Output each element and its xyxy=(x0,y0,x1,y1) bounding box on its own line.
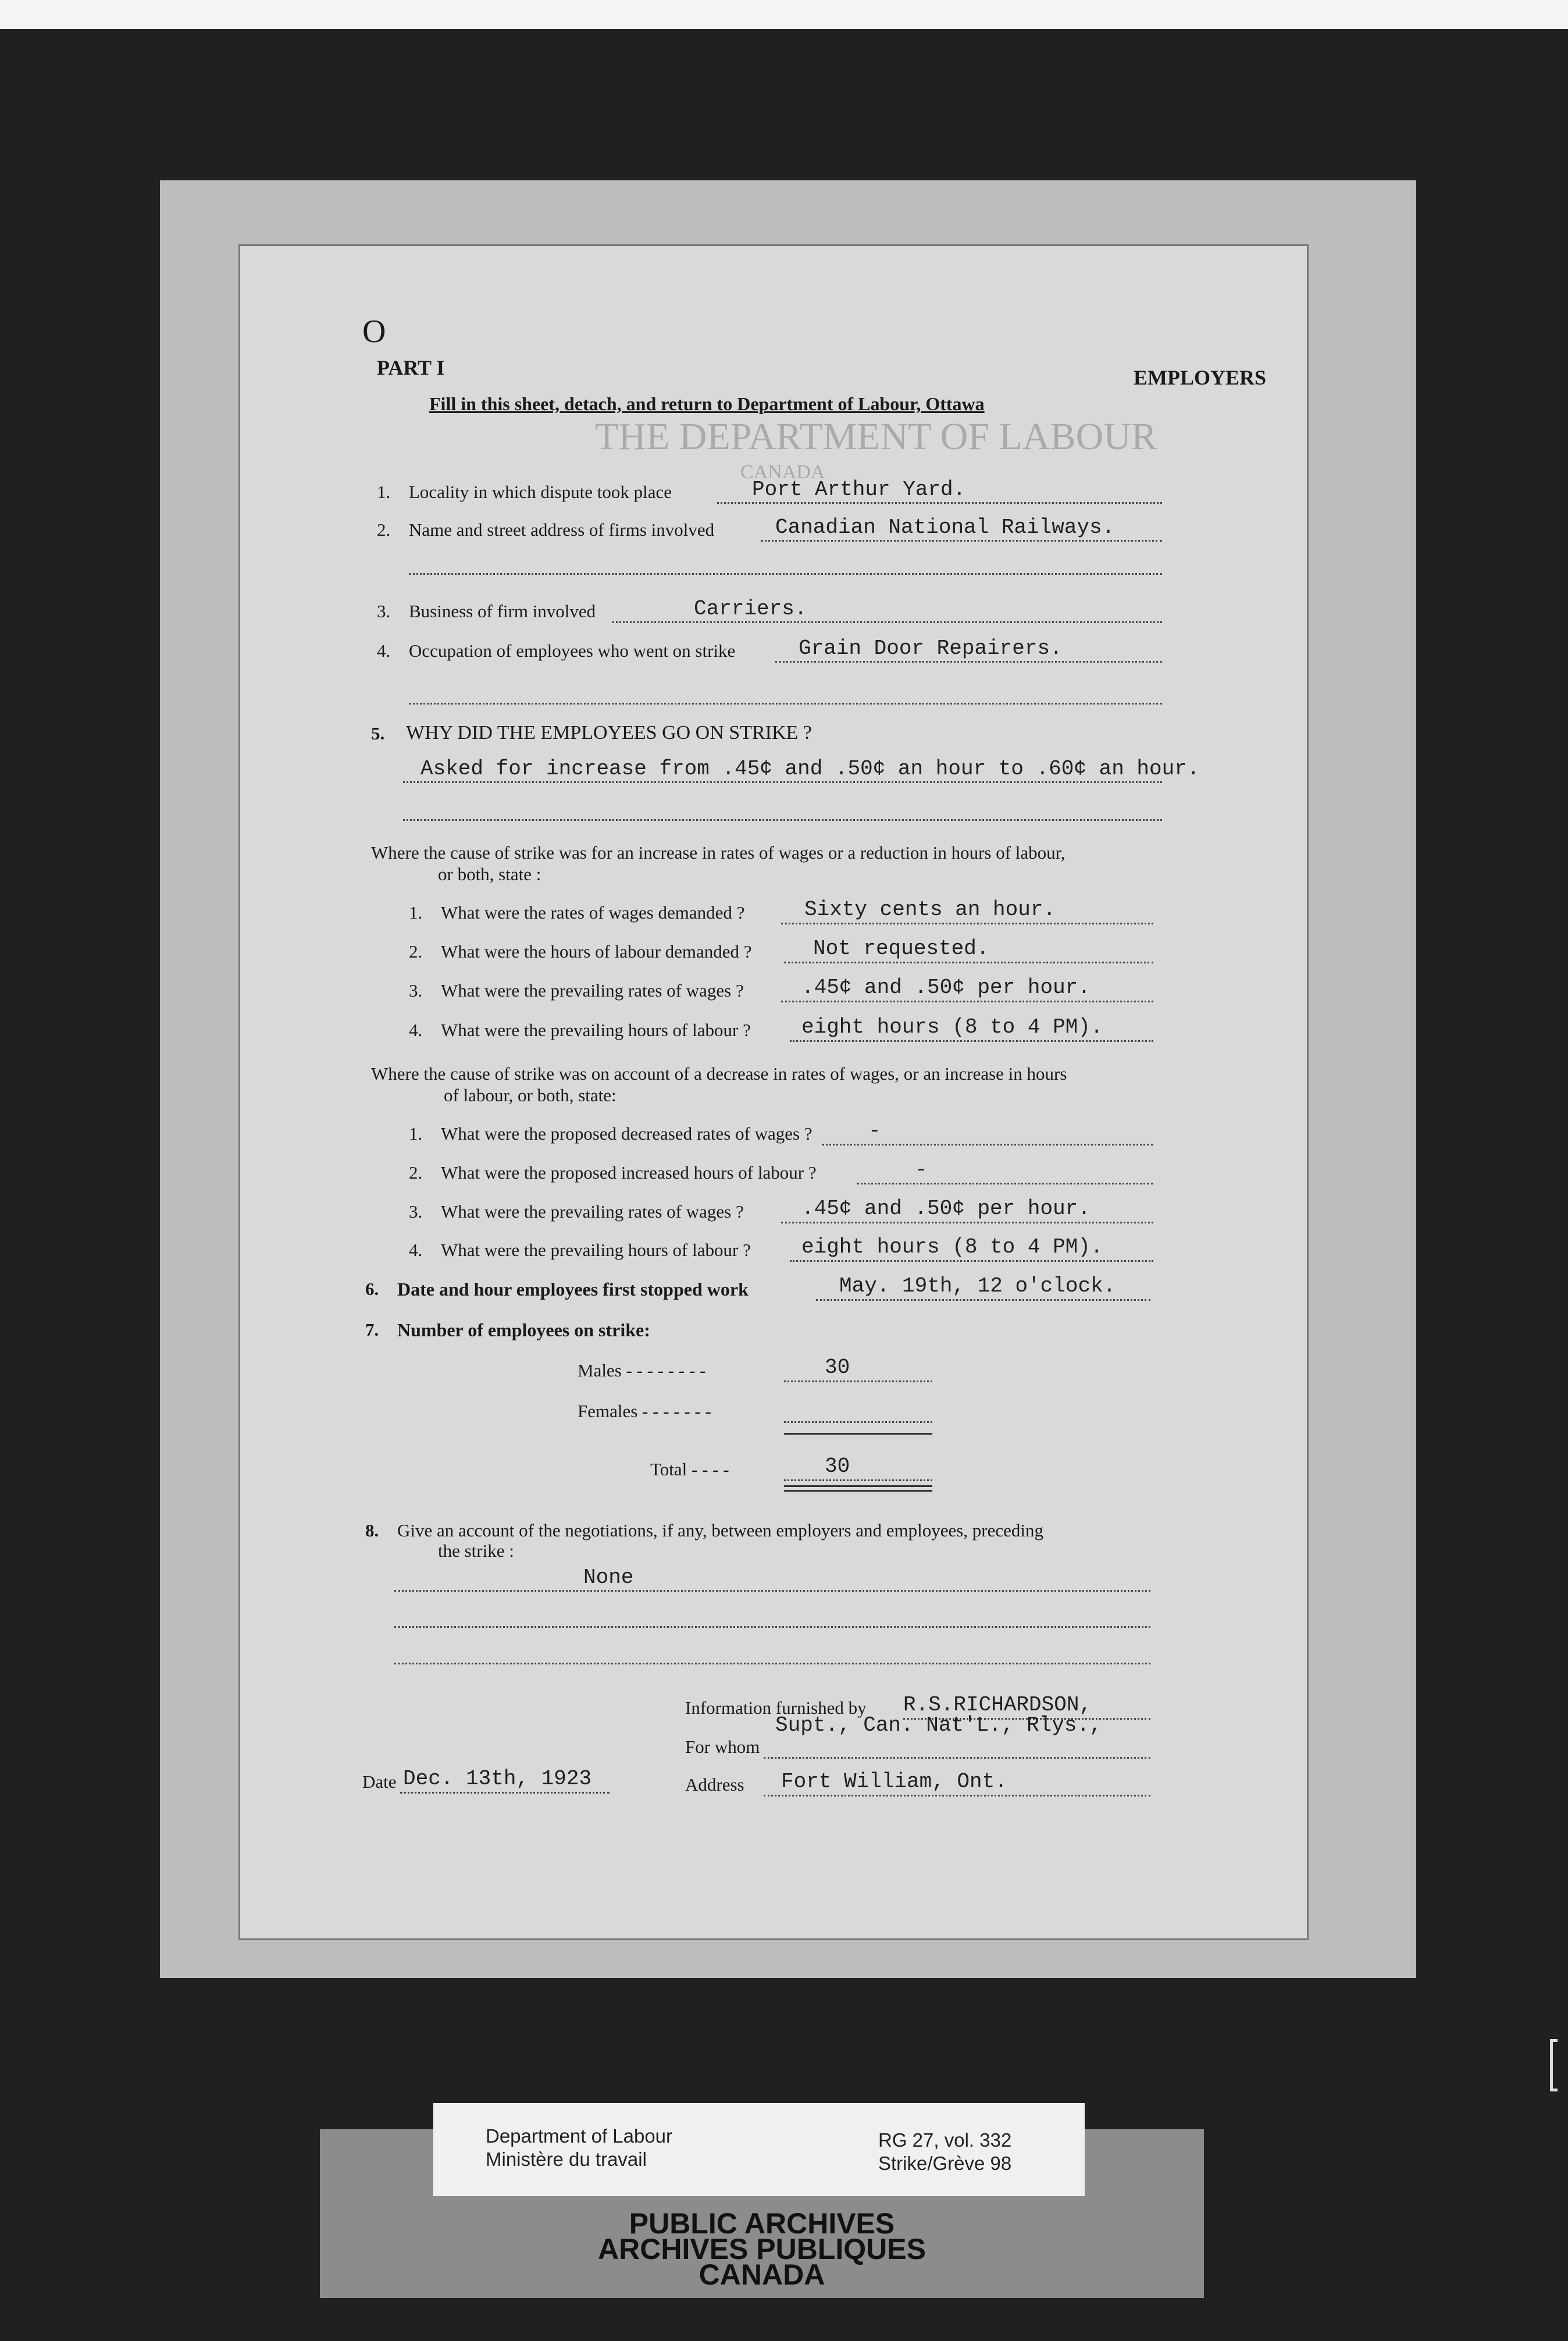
decrease-intro-line1: Where the cause of strike was on account of a decrease in rates of wages, or an increase in hours xyxy=(371,1063,1067,1084)
q4-answer-line-2 xyxy=(409,703,1162,705)
top-margin-band xyxy=(0,0,1568,29)
increase-item-1-line xyxy=(781,923,1153,924)
strike-report-form xyxy=(238,244,1309,1940)
q7-number: 7. xyxy=(365,1319,379,1340)
total-count[interactable]: 30 xyxy=(825,1454,850,1478)
q8-answer-line-1 xyxy=(394,1590,1150,1592)
ref-volume: RG 27, vol. 332 xyxy=(878,2129,1012,2151)
females-line xyxy=(784,1421,932,1423)
decrease-intro-line2: of labour, or both, state: xyxy=(444,1085,616,1105)
increase-item-3-number: 3. xyxy=(409,980,423,1001)
q7-label: Number of employees on strike: xyxy=(397,1319,650,1340)
decrease-item-4-answer[interactable]: eight hours (8 to 4 PM). xyxy=(801,1235,1103,1259)
q1-label: Locality in which dispute took place xyxy=(409,482,672,502)
decrease-item-4-number: 4. xyxy=(409,1240,423,1260)
increase-item-4-answer[interactable]: eight hours (8 to 4 PM). xyxy=(801,1015,1103,1039)
instruction-line: Fill in this sheet, detach, and return to Department of Labour, Ottawa xyxy=(429,393,985,414)
increase-item-2-label: What were the hours of labour demanded ? xyxy=(441,941,752,962)
q8-answer-line-2 xyxy=(394,1626,1150,1628)
females-label: Females - - - - - - - xyxy=(578,1401,711,1421)
decrease-item-4-line xyxy=(790,1260,1153,1262)
q3-label: Business of firm involved xyxy=(409,601,596,621)
address-line xyxy=(764,1795,1150,1796)
decrease-item-1-number: 1. xyxy=(409,1123,423,1144)
increase-item-1-number: 1. xyxy=(409,902,423,923)
furnished-by-value[interactable]: R.S.RICHARDSON, xyxy=(903,1693,1092,1717)
q2-answer-line xyxy=(761,540,1162,542)
decrease-item-1-line xyxy=(822,1144,1153,1145)
total-line xyxy=(784,1479,932,1481)
q1-number: 1. xyxy=(377,482,391,502)
q3-number: 3. xyxy=(377,601,391,621)
q6-answer[interactable]: May. 19th, 12 o'clock. xyxy=(839,1274,1116,1298)
q8-label-line1: Give an account of the negotiations, if any, between employers and employees, preceding xyxy=(397,1520,1044,1540)
part-heading: PART I xyxy=(377,356,445,379)
ref-strike: Strike/Grève 98 xyxy=(878,2153,1012,2174)
increase-intro-line2: or both, state : xyxy=(438,864,541,884)
decrease-item-3-label: What were the prevailing rates of wages ? xyxy=(441,1201,744,1222)
bleed-through-subtitle: CANADA xyxy=(740,461,825,483)
males-label: Males - - - - - - - - xyxy=(578,1360,706,1381)
q2-number: 2. xyxy=(377,520,391,540)
date-value[interactable]: Dec. 13th, 1923 xyxy=(403,1767,592,1791)
furnished-by-label: Information furnished by xyxy=(685,1698,867,1718)
males-line xyxy=(784,1381,932,1382)
q8-answer[interactable]: None xyxy=(583,1566,634,1589)
for-whom-label: For whom xyxy=(685,1737,760,1757)
increase-item-1-label: What were the rates of wages demanded ? xyxy=(441,902,745,923)
decrease-item-4-label: What were the prevailing hours of labour ? xyxy=(441,1240,751,1260)
q6-answer-line xyxy=(816,1299,1150,1301)
stamp-line-3: CANADA xyxy=(699,2258,825,2291)
edge-bracket-mark xyxy=(1550,2039,1558,2091)
category-heading: EMPLOYERS xyxy=(1133,366,1266,389)
total-double-rule-1 xyxy=(784,1485,932,1487)
increase-item-2-answer[interactable]: Not requested. xyxy=(813,937,989,960)
subtotal-rule xyxy=(784,1433,932,1435)
address-label: Address xyxy=(685,1774,744,1795)
decrease-item-2-line xyxy=(857,1183,1153,1184)
increase-item-3-line xyxy=(781,1001,1153,1002)
increase-item-2-number: 2. xyxy=(409,941,423,962)
q5-answer-line-2 xyxy=(403,819,1162,821)
furnisher-title[interactable]: Supt., Can. Nat'L., Rlys., xyxy=(775,1713,1102,1737)
date-label: Date xyxy=(362,1771,397,1792)
increase-item-4-number: 4. xyxy=(409,1020,423,1040)
increase-item-4-label: What were the prevailing hours of labour ? xyxy=(441,1020,751,1040)
q5-label: WHY DID THE EMPLOYEES GO ON STRIKE ? xyxy=(406,722,812,743)
q3-answer-line xyxy=(612,621,1162,623)
q4-number: 4. xyxy=(377,641,391,661)
decrease-item-1-label: What were the proposed decreased rates of wages ? xyxy=(441,1123,812,1144)
q2-answer[interactable]: Canadian National Railways. xyxy=(775,515,1115,539)
increase-item-3-label: What were the prevailing rates of wages ? xyxy=(441,980,744,1001)
archive-stamp xyxy=(320,2207,1204,2291)
dept-english: Department of Labour xyxy=(486,2125,673,2147)
decrease-item-3-answer[interactable]: .45¢ and .50¢ per hour. xyxy=(801,1197,1091,1221)
decrease-item-3-number: 3. xyxy=(409,1201,423,1222)
address-value[interactable]: Fort William, Ont. xyxy=(781,1770,1007,1794)
bleed-through-title: THE DEPARTMENT OF LABOUR xyxy=(595,415,1157,458)
corner-mark: O xyxy=(362,314,386,350)
increase-item-3-answer[interactable]: .45¢ and .50¢ per hour. xyxy=(801,976,1091,999)
q8-answer-line-3 xyxy=(394,1663,1150,1664)
q3-answer[interactable]: Carriers. xyxy=(694,597,807,621)
decrease-item-3-line xyxy=(781,1222,1153,1223)
q1-answer-line xyxy=(717,502,1162,504)
decrease-item-2-number: 2. xyxy=(409,1162,423,1183)
for-whom-line xyxy=(764,1757,1150,1759)
stamp-line-2: ARCHIVES PUBLIQUES xyxy=(598,2233,926,2265)
q2-answer-line-2 xyxy=(409,573,1162,575)
q6-label: Date and hour employees first stopped work xyxy=(397,1279,749,1300)
total-double-rule-2 xyxy=(784,1490,932,1492)
q6-number: 6. xyxy=(365,1279,379,1299)
stamp-line-1: PUBLIC ARCHIVES xyxy=(629,2207,895,2240)
q4-label: Occupation of employees who went on strike xyxy=(409,641,736,661)
q5-answer[interactable]: Asked for increase from .45¢ and .50¢ an hour to .60¢ an hour. xyxy=(420,757,1200,781)
q5-answer-line xyxy=(403,781,1162,783)
archive-reference-tag xyxy=(433,2103,1085,2196)
decrease-item-2-answer[interactable]: - xyxy=(915,1158,928,1182)
q4-answer[interactable]: Grain Door Repairers. xyxy=(799,636,1063,660)
q4-answer-line xyxy=(775,661,1162,663)
increase-item-2-line xyxy=(784,962,1153,963)
q8-label-line2: the strike : xyxy=(438,1540,514,1561)
dept-french: Ministère du travail xyxy=(486,2148,647,2170)
increase-item-1-answer[interactable]: Sixty cents an hour. xyxy=(804,898,1056,922)
increase-intro-line1: Where the cause of strike was for an increase in rates of wages or a reduction in hours of labour, xyxy=(371,842,1065,863)
date-line xyxy=(400,1792,610,1794)
q2-label: Name and street address of firms involved xyxy=(409,520,715,540)
increase-item-4-line xyxy=(790,1040,1153,1042)
decrease-item-1-answer[interactable]: - xyxy=(868,1119,881,1143)
total-label: Total - - - - xyxy=(650,1459,729,1479)
q8-number: 8. xyxy=(365,1520,379,1540)
q1-answer[interactable]: Port Arthur Yard. xyxy=(752,478,966,501)
q5-number: 5. xyxy=(371,723,385,743)
decrease-item-2-label: What were the proposed increased hours of labour ? xyxy=(441,1162,817,1183)
males-count[interactable]: 30 xyxy=(825,1355,850,1379)
